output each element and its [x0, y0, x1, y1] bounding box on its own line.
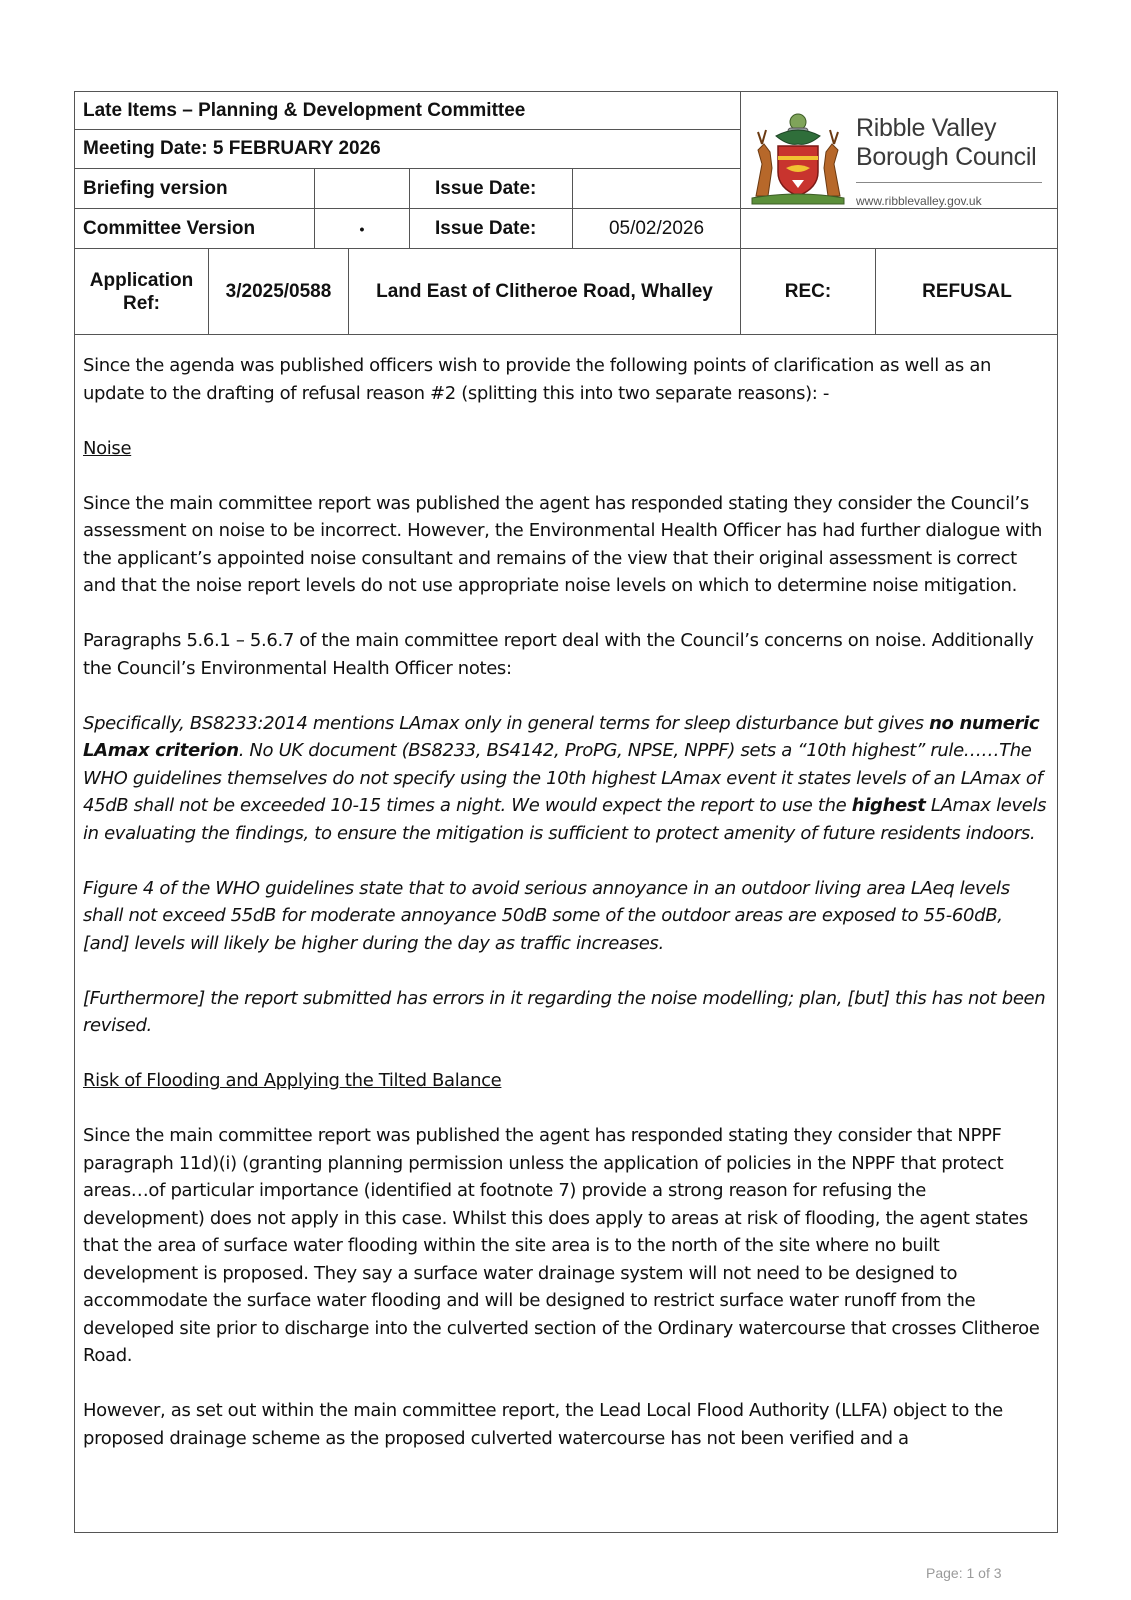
quote1-bold-criterion: no numeric LAmax criterion: [83, 712, 1040, 761]
rec-label: [741, 249, 875, 334]
header-col-issue: [409, 168, 410, 248]
report-title: [83, 92, 525, 129]
committee-issue-label-text: Issue Date:: [435, 217, 537, 239]
rec-label-text: REC:: [784, 280, 832, 302]
briefing-issue-label: [435, 169, 536, 208]
application-label-line2: Ref:: [123, 292, 160, 314]
application-ref-text: 3/2025/0588: [225, 280, 332, 302]
council-name-line1: Ribble Valley: [856, 114, 997, 142]
flood-heading: [83, 1067, 1049, 1095]
noise-heading-text: Noise: [83, 437, 132, 459]
committee-version-text: Committee Version: [83, 217, 256, 239]
council-crest-icon: [748, 106, 848, 206]
ehon-quote-2: Figure 4 of the WHO guidelines state that to avoid serious annoyance in an outdoor living area LAeq levels shall not exceed 55dB for moderate annoyance 50dB some of the outdoor areas are exposed to 55-60dB, [and] levels will likely be higher during the day as traffic increases.: [83, 877, 1010, 954]
committee-mark-text: •: [359, 220, 365, 237]
briefing-version-label: [83, 169, 228, 208]
quote1-bold-highest: highest: [851, 795, 926, 816]
body-content: [83, 352, 1049, 1480]
site-address: [349, 249, 740, 334]
intro-paragraph: Since the agenda was published officers wish to provide the following points of clarification as well as an update to the drafting of refusal reason #2 (splitting this into two separate reasons): -: [83, 355, 992, 404]
committee-issue-date: [573, 209, 740, 248]
flood-heading-text: Risk of Flooding and Applying the Tilted Balance: [83, 1070, 502, 1091]
ehon-quote-1: [83, 710, 1049, 848]
council-name: [856, 114, 1036, 172]
council-name-divider: [856, 182, 1042, 183]
meeting-date: [83, 130, 381, 168]
briefing-issue-label-text: Issue Date:: [435, 177, 537, 199]
noise-heading: [83, 435, 1049, 463]
header-rule-5: [74, 334, 1058, 335]
report-title-text: Late Items – Planning & Development Committee: [83, 99, 526, 121]
quote1-part-c: . No UK document (BS8233, BS4142, ProPG, NPSE, NPPF) sets a “10th highest” rule……The WHO guidelines themselves do not specify using the 10th highest LAmax event it states levels of an LAmax of 45dB shall not be exceeded 10-15 times a night. We would expect the report to use the: [83, 740, 1043, 816]
committee-version-mark: [315, 209, 409, 248]
flood-paragraph-1: Since the main committee report was published the agent has responded stating they consider that NPPF paragraph 11d)(i) (granting planning permission unless the application of policies in the NPPF that protect areas…of particular importance (identified at footnote 7) provide a strong reason for refusing the development) does not apply in this case. Whilst this does apply to areas at risk of flooding, the agent states that the area of surface water flooding within the site area is to the north of the site where no built development is proposed. They say a surface water drainage system will not need to be designed to accommodate the surface water flooding and will be designed to restrict surface water runoff from the developed site prior to discharge into the culverted section of the Ordinary watercourse that crosses Clitheroe Road.: [83, 1125, 1040, 1366]
committee-issue-date-text: 05/02/2026: [608, 217, 705, 239]
site-address-text: Land East of Clitheroe Road, Whalley: [376, 280, 713, 302]
quote1-part-a: Specifically, BS8233:2014 mentions LAmax only in general terms for sleep disturbance but gives: [83, 712, 930, 734]
application-label-line1: Application: [89, 269, 194, 291]
quote1-part-e: LAmax levels in evaluating the findings, to ensure the mitigation is sufficient to protect amenity of future residents indoors.: [83, 795, 1047, 844]
briefing-version-mark: [315, 169, 409, 208]
rec-value-text: REFUSAL: [922, 280, 1012, 302]
page-number: Page: 1 of 3: [926, 1565, 1002, 1581]
briefing-version-text: Briefing version: [83, 177, 228, 199]
briefing-issue-date: [573, 169, 740, 208]
rec-value: [876, 249, 1058, 334]
application-ref-label: [75, 249, 208, 334]
committee-issue-label: [435, 209, 536, 248]
noise-paragraph-1: Since the main committee report was published the agent has responded stating they consider the Council’s assessment on noise to be incorrect. However, the Environmental Health Officer has had further dialogue with the applicant’s appointed noise consultant and remains of the view that their original assessment is correct and that the noise report levels do not use appropriate noise levels on which to determine noise mitigation.: [83, 492, 1043, 596]
committee-version-label: [83, 209, 255, 248]
council-website: www.ribblevalley.gov.uk: [856, 194, 982, 208]
council-name-line2: Borough Council: [856, 143, 1037, 171]
flood-paragraph-2: However, as set out within the main committee report, the Lead Local Flood Authority (LLFA) object to the proposed drainage scheme as the proposed culverted watercourse has not been verified and a: [83, 1400, 1003, 1449]
ehon-quote-3: [Furthermore] the report submitted has errors in it regarding the noise modelling; plan, [but] this has not been revised.: [83, 987, 1046, 1036]
application-ref-value: [209, 249, 348, 334]
meeting-date-text: Meeting Date: 5 FEBRUARY 2026: [83, 138, 381, 159]
noise-paragraph-2: Paragraphs 5.6.1 – 5.6.7 of the main committee report deal with the Council’s concerns on noise. Additionally the Council’s Environmental Health Officer notes:: [83, 630, 1034, 679]
